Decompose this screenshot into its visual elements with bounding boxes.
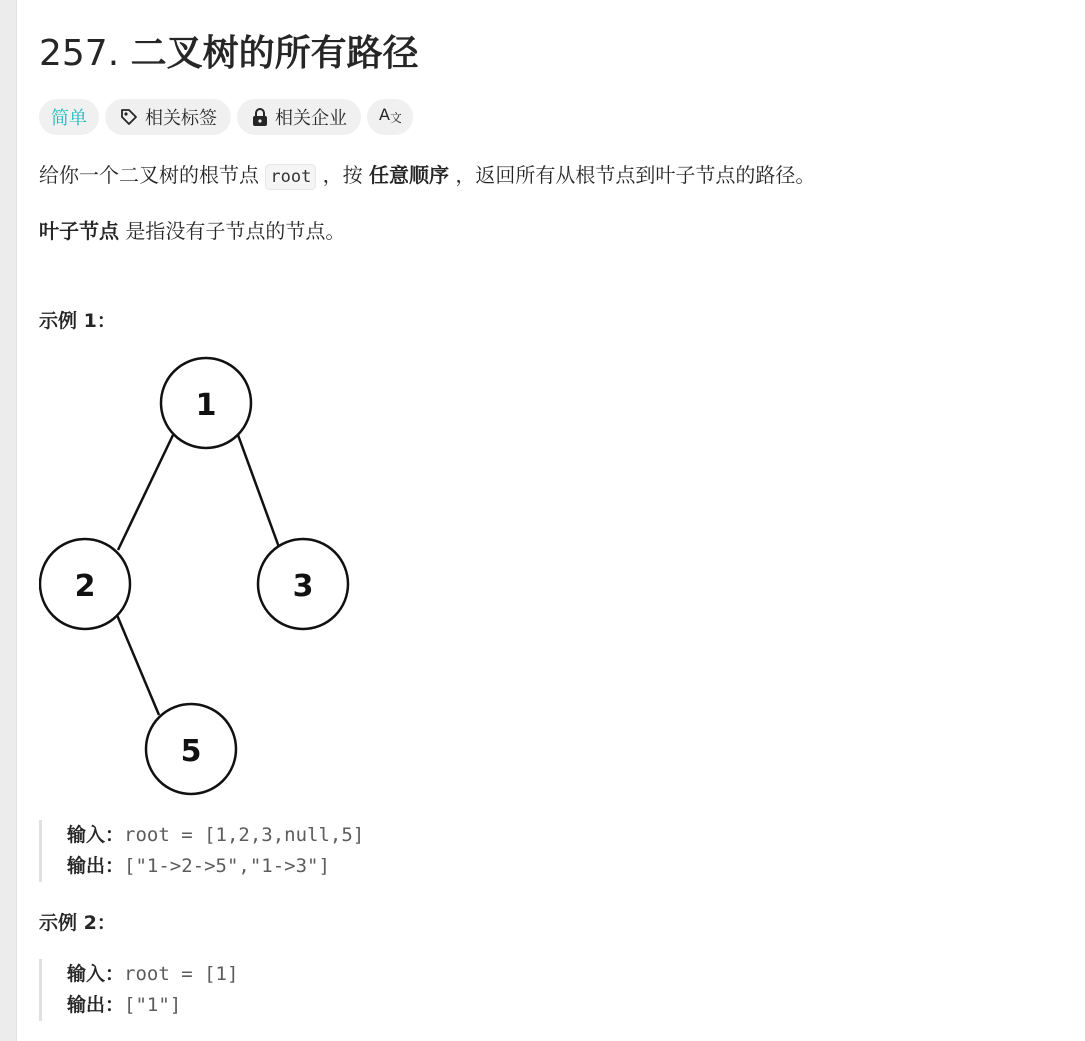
desc-text: ，返回所有从根节点到叶子节点的路径。 [455,163,816,187]
example-2-title: 示例 2： [39,912,116,934]
tree-node-label: 2 [74,569,96,604]
example-1-tree-image [39,355,359,800]
input-value: root = [1,2,3,null,5] [124,824,365,846]
output-label: 输出： [67,855,125,877]
example-1-io-block [39,820,364,882]
input-label: 输入： [67,824,125,846]
tree-edge [117,615,159,715]
tag-bar [39,99,413,135]
input-value: root = [1] [124,963,239,985]
desc-text: 是指没有子节点的节点。 [125,219,346,243]
desc-text: 给你一个二叉树的根节点 [39,163,259,187]
problem-title[interactable]: 二叉树的所有路径 [130,33,419,74]
output-value: ["1->2->5","1->3"] [124,855,330,877]
tree-edge [238,435,280,550]
example-2-input-line [67,959,238,990]
input-label: 输入： [67,963,125,985]
svg-text:文: 文 [390,110,401,125]
related-tags-label: 相关标签 [145,108,217,129]
desc-text: ，按 [322,163,363,187]
example-2-output-line [67,990,238,1021]
tag-icon [119,107,139,127]
related-tags-button[interactable] [105,99,231,135]
svg-text:A: A [379,104,390,124]
related-companies-button[interactable] [237,99,361,135]
output-value: ["1"] [124,994,182,1016]
example-1-output-line [67,851,364,882]
output-label: 输出： [67,994,125,1016]
desc-bold: 叶子节点 [39,219,119,243]
description-paragraph-2 [39,216,345,246]
translate-button[interactable] [367,99,413,135]
page-title [39,30,419,78]
tree-node-label: 3 [292,569,314,604]
difficulty-badge[interactable] [39,99,99,135]
translate-icon [379,105,401,130]
tree-edge [118,435,173,550]
example-1-title: 示例 1： [39,310,116,332]
tree-node-label: 5 [180,734,202,769]
example-1-input-line [67,820,364,851]
description-paragraph-1 [39,160,815,192]
desc-bold: 任意顺序 [369,163,450,187]
example-2-io-block [39,959,238,1021]
tree-node-label: 1 [195,388,217,423]
left-panel-edge [0,0,17,1041]
inline-code-root: root [265,164,316,190]
related-companies-label: 相关企业 [275,108,347,129]
problem-number: 257. [39,33,120,74]
lock-icon [251,107,269,127]
difficulty-label: 简单 [51,108,87,129]
